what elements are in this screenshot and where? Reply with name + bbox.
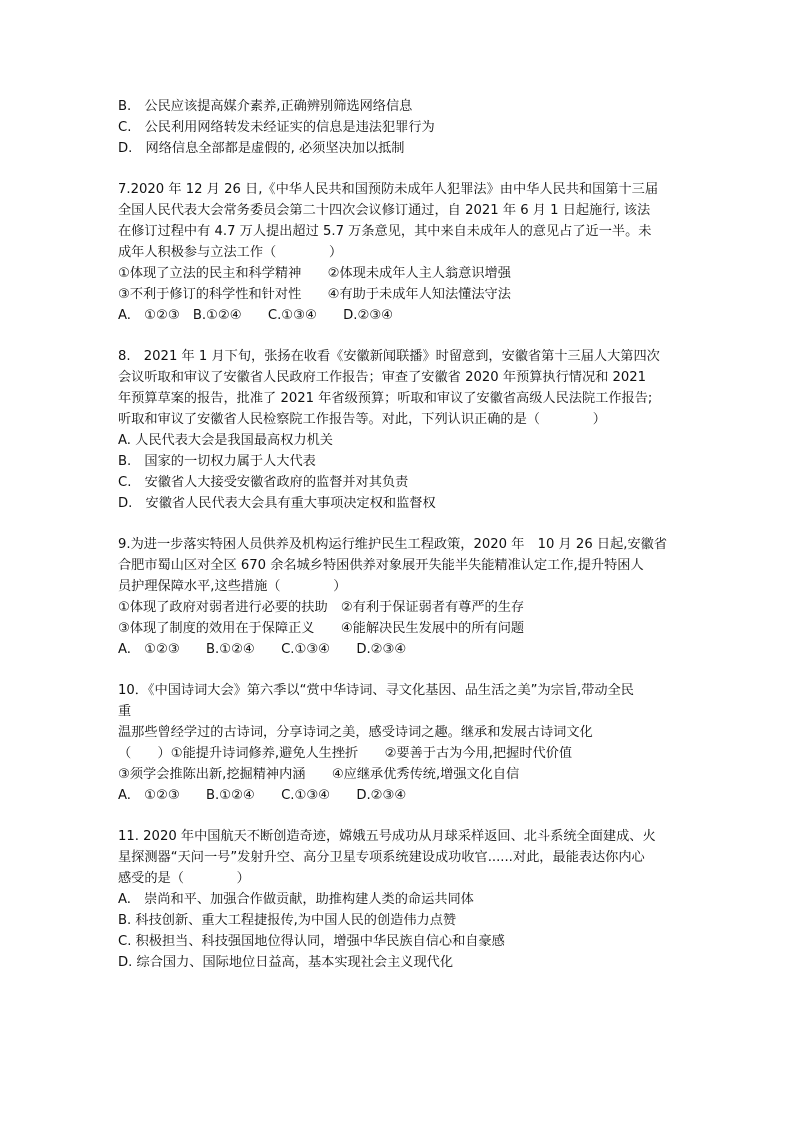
q8-stem-line-3: 年预算草案的报告，批准了 2021 年省级预算；听取和审议了安徽省高级人民法院工作报告;	[118, 391, 653, 406]
q11-option-a: A. 崇尚和平、加强合作做贡献，助推构建人类的命运共同体	[118, 892, 474, 907]
q9-choices: A. ①②③ B.①②④ C.①③④ D.②③④	[118, 642, 407, 657]
q9-stem-line-1: 9.为进一步落实特困人员供养及机构运行维护民生工程政策，2020 年 10 月 26 日起,安徽省	[118, 537, 668, 552]
q10-stem-line-1: 10．《中国诗词大会》第六季以“赏中华诗词、寻文化基因、品生活之美”为宗旨,带动全民	[118, 683, 634, 698]
q6-option-d: D. 网络信息全部都是虚假的, 必须坚决加以抵制	[118, 141, 405, 156]
q7-stem-line-2: 全国人民代表大会常务委员会第二十四次会议修订通过，自 2021 年 6 月 1 日起施行, 该法	[118, 203, 651, 218]
q10-items-line-1: ③须学会推陈出新,挖掘精神内涵 ④应继承优秀传统,增强文化自信	[118, 767, 520, 782]
q8-stem-line-1: 8. 2021 年 1 月下旬，张扬在收看《安徽新闻联播》时留意到，安徽省第十三届人大第四次	[118, 349, 660, 364]
q9-items-line-2: ③体现了制度的效用在于保障正义 ④能解决民生发展中的所有问题	[118, 621, 525, 636]
q9-stem-line-2: 合肥市蜀山区对全区 670 余名城乡特困供养对象展开失能半失能精准认定工作,提升特困人	[118, 558, 644, 573]
q10-choices: A. ①②③ B.①②④ C.①③④ D.②③④	[118, 788, 407, 803]
q11-option-d: D. 综合国力、国际地位日益高，基本实现社会主义现代化	[118, 955, 454, 970]
q7-stem-line-3: 在修订过程中有 4.7 万人提出超过 5.7 万条意见，其中来自未成年人的意见占了近一半。未	[118, 224, 652, 239]
q10-stem-line-2: 重	[118, 704, 132, 719]
q8-stem-line-4: 听取和审议了安徽省人民检察院工作报告等。对此，下列认识正确的是（ ）	[118, 412, 606, 427]
q7-stem-line-1: 7.2020 年 12 月 26 日,《中华人民共和国预防未成年人犯罪法》由中华人民共和国第十三届	[118, 182, 659, 197]
q8-option-b: B. 国家的一切权力属于人大代表	[118, 454, 316, 469]
q8-option-c: C. 安徽省人大接受安徽省政府的监督并对其负责	[118, 475, 409, 490]
q11-stem-line-2: 星探测器“天问一号”发射升空、高分卫星专项系统建设成功收官......对此，最能表达你内心	[118, 850, 645, 865]
q9-items-line-1: ①体现了政府对弱者进行必要的扶助 ②有利于保证弱者有尊严的生存	[118, 600, 525, 615]
q8-stem-line-2: 会议听取和审议了安徽省人民政府工作报告；审查了安徽省 2020 年预算执行情况和 2021	[118, 370, 647, 385]
q11-option-c: C. 积极担当、科技强国地位得认同，增强中华民族自信心和自豪感	[118, 934, 505, 949]
q6-option-b: B. 公民应该提高媒介素养,正确辨别筛选网络信息	[118, 99, 413, 114]
q10-stem-line-4: （ ）①能提升诗词修养,避免人生挫折 ②要善于古为今用,把握时代价值	[118, 746, 573, 761]
q7-choices: A. ①②③ B.①②④ C.①③④ D.②③④	[118, 308, 393, 323]
q7-stem-line-4: 成年人积极参与立法工作（ ）	[118, 245, 343, 260]
q11-stem-line-1: 11. 2020 年中国航天不断创造奇迹，嫦娥五号成功从月球采样返回、北斗系统全面建成、火	[118, 829, 656, 844]
q11-option-b: B. 科技创新、重大工程捷报传,为中国人民的创造伟力点赞	[118, 913, 457, 928]
q9-stem-line-3: 员护理保障水平,这些措施（ ）	[118, 579, 347, 594]
q10-stem-line-3: 温那些曾经学过的古诗词，分享诗词之美，感受诗词之趣。继承和发展古诗词文化	[118, 725, 593, 740]
q6-option-c: C. 公民利用网络转发未经证实的信息是违法犯罪行为	[118, 120, 435, 135]
q11-stem-line-3: 感受的是（ ）	[118, 871, 250, 886]
q8-option-d: D. 安徽省人民代表大会具有重大事项决定权和监督权	[118, 496, 436, 511]
q7-items-line-1: ①体现了立法的民主和科学精神 ②体现未成年人主人翁意识增强	[118, 266, 511, 281]
q7-items-line-2: ③不利于修订的科学性和针对性 ④有助于未成年人知法懂法守法	[118, 287, 511, 302]
q8-option-a: A. 人民代表大会是我国最高权力机关	[118, 433, 333, 448]
